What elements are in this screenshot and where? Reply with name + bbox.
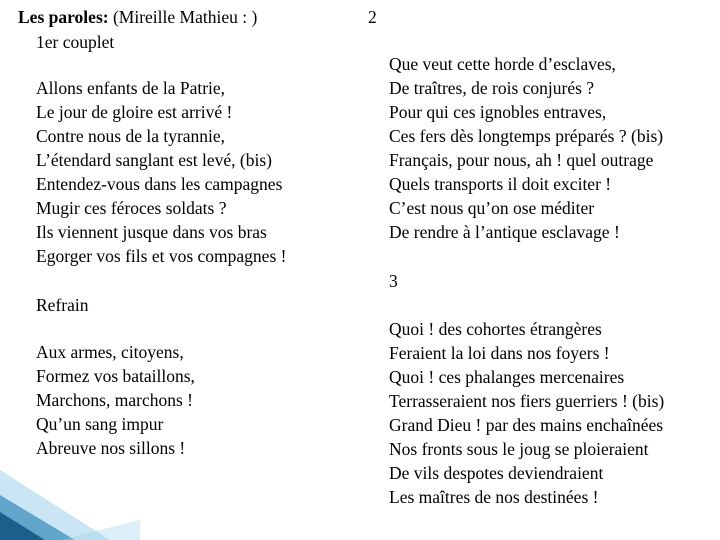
refrain <box>36 340 195 460</box>
verse-line: De traîtres, de rois conjurés ? <box>389 78 595 98</box>
verse-line: Quoi ! ces phalanges mercenaires <box>389 367 625 387</box>
verse-line: Ces fers dès longtemps préparés ? (bis) <box>389 126 664 146</box>
verse-line: De rendre à l’antique esclavage ! <box>389 222 620 242</box>
refrain-line: Aux armes, citoyens, <box>36 342 184 362</box>
verse-line: Feraient la loi dans nos foyers ! <box>389 343 610 363</box>
verse-line: Terrasseraient nos fiers guerriers ! (bis) <box>389 391 665 411</box>
verse-line: Ils viennent jusque dans vos bras <box>36 222 267 242</box>
corner-decoration <box>0 450 140 540</box>
refrain-label: Refrain <box>36 295 89 315</box>
stanza-3-number: 3 <box>389 271 398 291</box>
verse-line: Grand Dieu ! par des mains enchaînées <box>389 415 664 435</box>
refrain-line: Abreuve nos sillons ! <box>36 438 186 458</box>
verse-line: L’étendard sanglant est levé, (bis) <box>36 150 273 170</box>
stanza-1 <box>36 76 286 268</box>
verse-line: Entendez-vous dans les campagnes <box>36 174 283 194</box>
verse-line: De vils despotes deviendraient <box>389 463 604 483</box>
lyrics-title <box>18 5 257 29</box>
refrain-line: Marchons, marchons ! <box>36 390 193 410</box>
title-bold: Les paroles: <box>18 7 109 27</box>
verse-line: Les maîtres de nos destinées ! <box>389 487 599 507</box>
verse-line: C’est nous qu’on ose méditer <box>389 198 595 218</box>
verse-line: Pour qui ces ignobles entraves, <box>389 102 607 122</box>
stanza-2 <box>389 52 663 244</box>
verse-line: Contre nous de la tyrannie, <box>36 126 226 146</box>
verse-line: Quoi ! des cohortes étrangères <box>389 319 602 339</box>
stanza-2-number: 2 <box>368 7 377 27</box>
verse-line: Le jour de gloire est arrivé ! <box>36 102 233 122</box>
stanza-3 <box>389 317 664 509</box>
verse-line: Mugir ces féroces soldats ? <box>36 198 227 218</box>
refrain-line: Qu’un sang impur <box>36 414 164 434</box>
verse-line: Nos fronts sous le joug se ploieraient <box>389 439 649 459</box>
verse-line: Français, pour nous, ah ! quel outrage <box>389 150 654 170</box>
couplet-label: 1er couplet <box>36 32 115 52</box>
verse-line: Que veut cette horde d’esclaves, <box>389 54 616 74</box>
title-subtitle: (Mireille Mathieu : ) <box>108 7 258 27</box>
refrain-line: Formez vos bataillons, <box>36 366 195 386</box>
verse-line: Quels transports il doit exciter ! <box>389 174 612 194</box>
verse-line: Egorger vos fils et vos compagnes ! <box>36 246 287 266</box>
verse-line: Allons enfants de la Patrie, <box>36 78 226 98</box>
